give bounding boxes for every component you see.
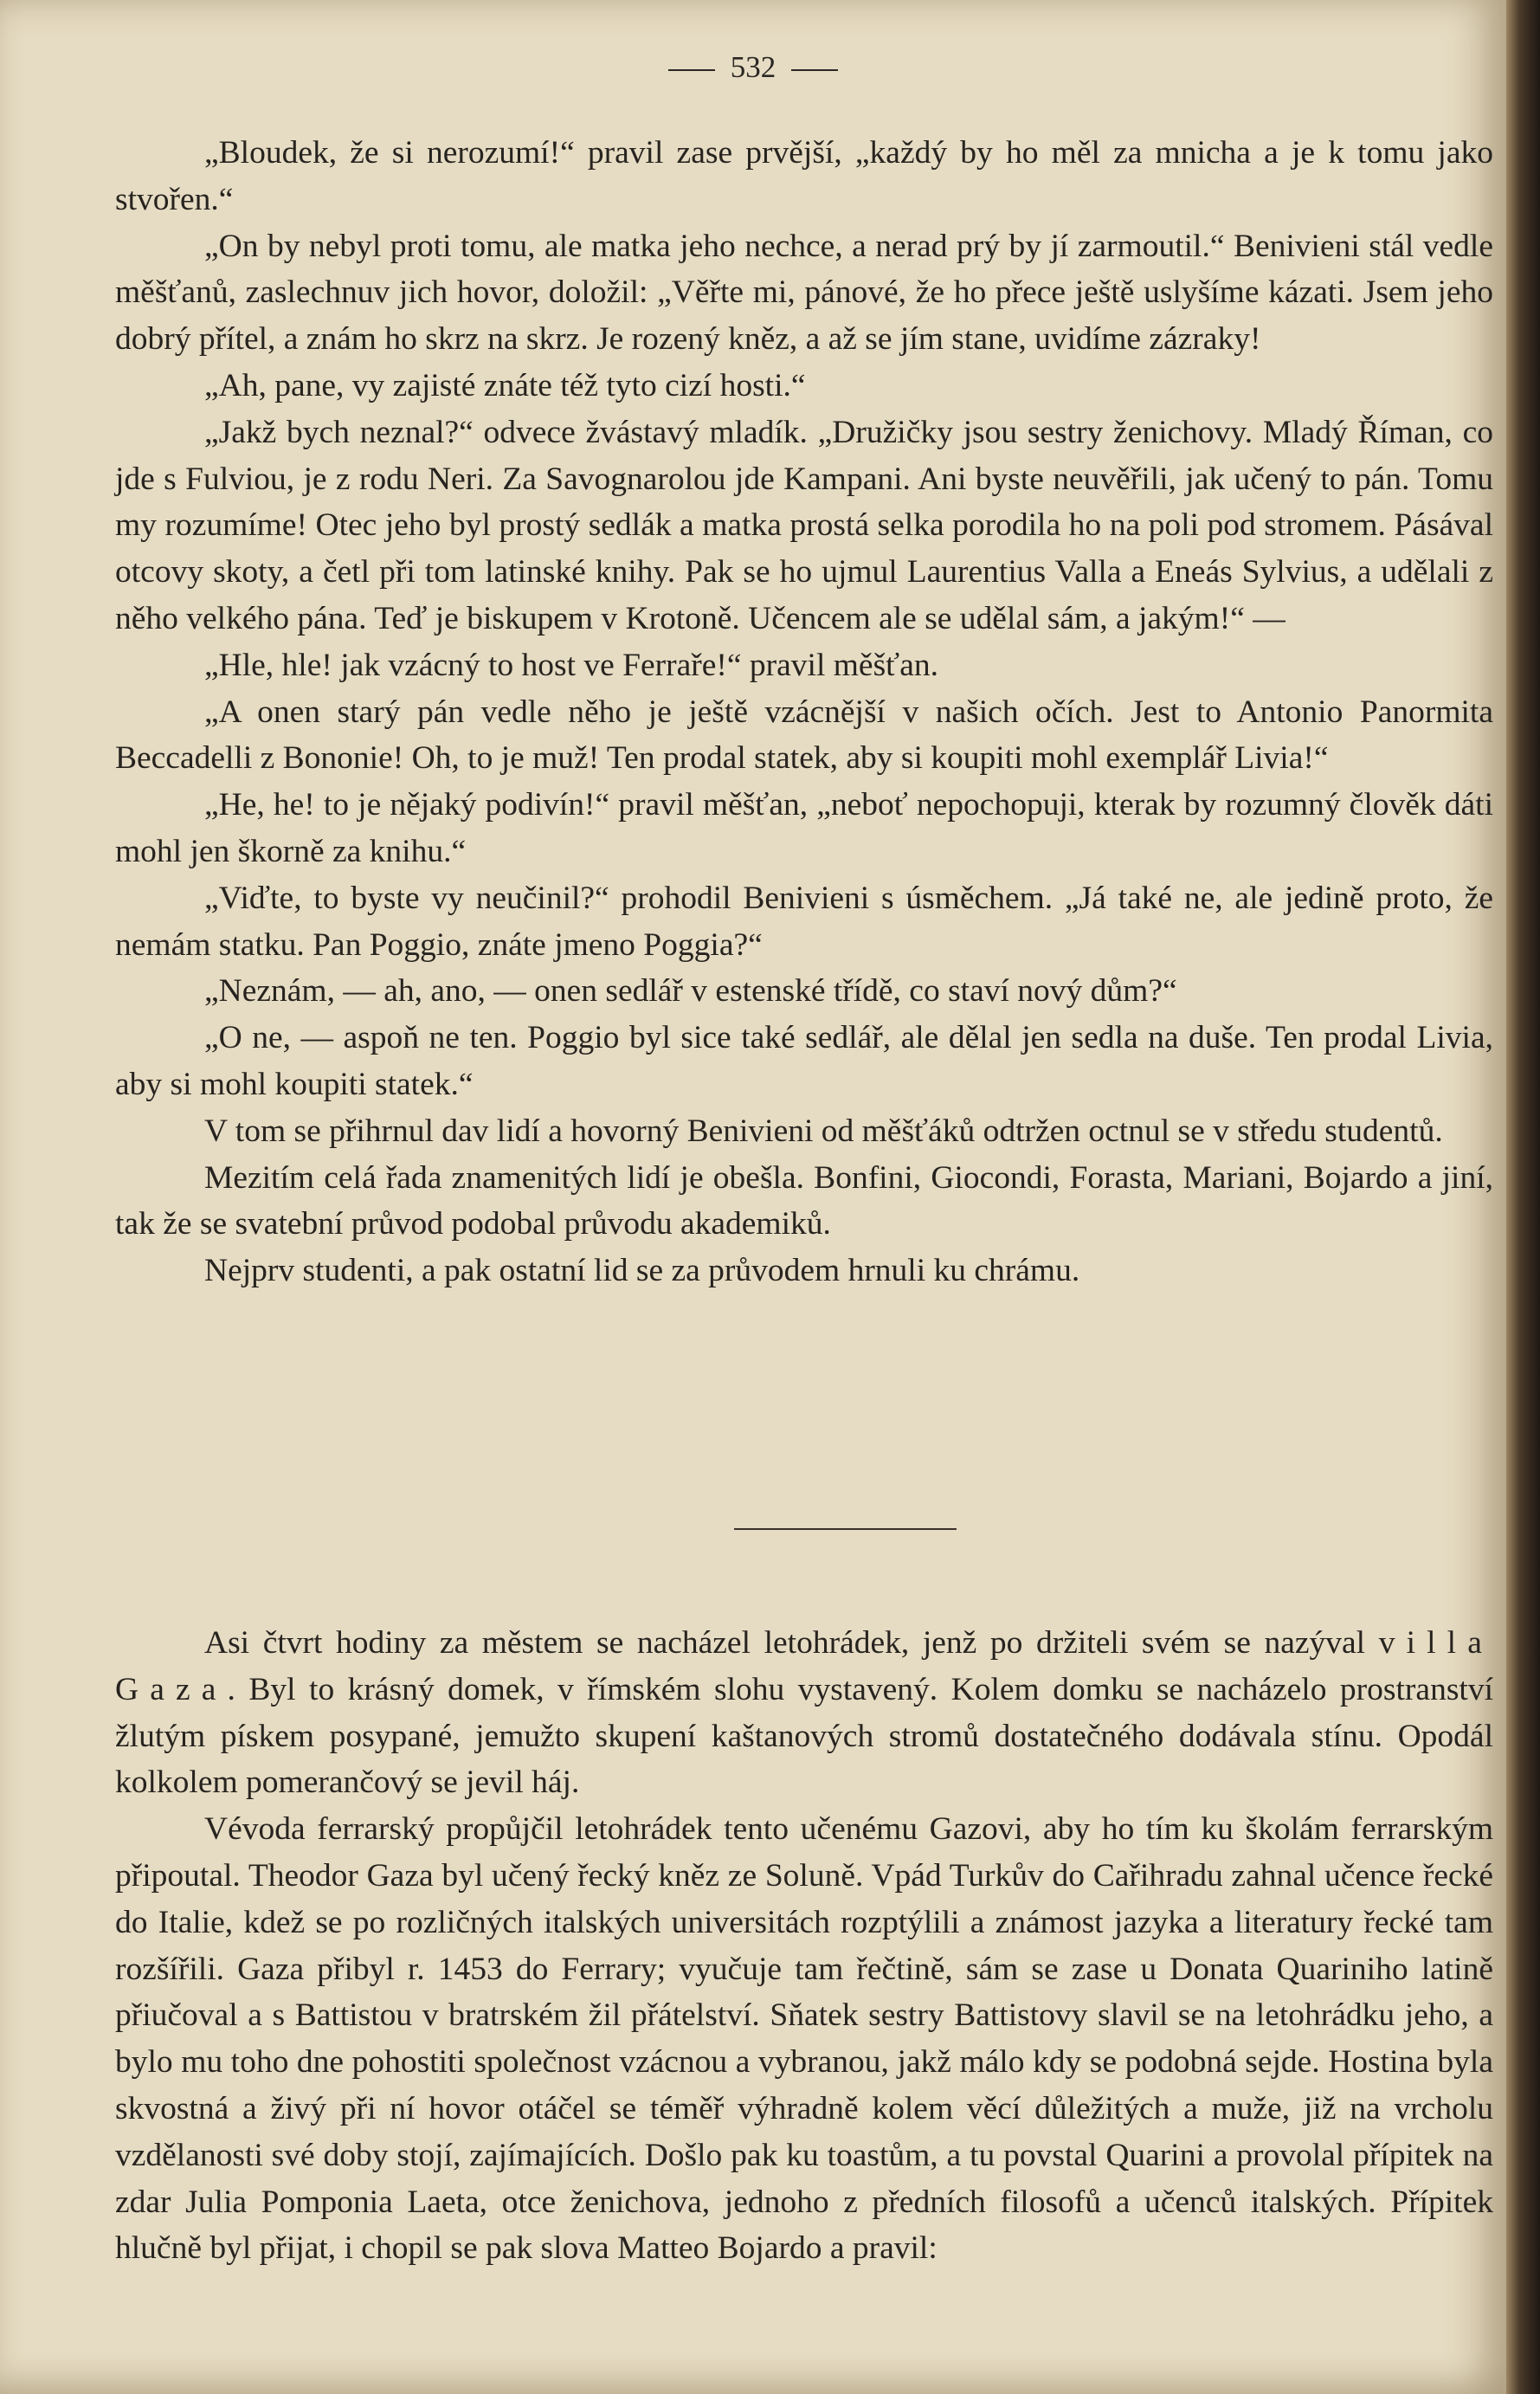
paragraph: „He, he! to je nějaký podivín!“ pravil měšťan, „neboť nepochopuji, kterak by rozumný člověk dáti mohl jen škorně za knihu.“ <box>115 787 1493 869</box>
paragraph: „Bloudek, že si nerozumí!“ pravil zase prvější, „každý by ho měl za mnicha a je k tomu jako stvořen.“ <box>115 135 1493 217</box>
header-dash-left <box>668 69 715 71</box>
paragraph: Mezitím celá řada znamenitých lidí je obešla. Bonfini, Giocondi, Forasta, Mariani, Bojardo a jiní, tak že se svatební průvod podobal průvodu akademiků. <box>115 1159 1493 1242</box>
page-number: 532 <box>730 50 776 84</box>
text-run: Asi čtvrt hodiny za městem se nacházel letohrádek, jenž po držiteli svém se nazýval <box>204 1625 1379 1661</box>
page-header <box>0 50 1506 85</box>
paragraph: „Ah, pane, vy zajisté znáte též tyto cizí hosti.“ <box>204 367 806 403</box>
paragraph: „A onen starý pán vedle něho je ještě vzácnější v našich očích. Jest to Antonio Panormita Beccadelli z Bononie! Oh, to je muž! Ten prodal statek, aby si koupiti mohl exemplář Livia!“ <box>115 694 1493 777</box>
paragraph <box>115 1620 1493 1806</box>
text-block-dialogue <box>115 130 1493 1294</box>
paragraph: „O ne, — aspoň ne ten. Poggio byl sice také sedlář, ale dělal jen sedla na duše. Ten prodal Livia, aby si mohl koupiti statek.“ <box>115 1020 1493 1102</box>
section-divider <box>734 1528 957 1530</box>
text-run: . Byl to krásný domek, v římském slohu vystavený. Kolem domku se nacházelo prostranství žlutým pískem posypané, jemužto skupení kaštanových stromů dostatečného dodávala stínu. Opodál kolkolem pomerančový se jevil háj. <box>115 1671 1493 1801</box>
text-block-villa <box>115 1620 1493 2272</box>
paragraph: „Jakž bych neznal?“ odvece žvástavý mladík. „Družičky jsou sestry ženichovy. Mladý Říman, co jde s Fulviou, je z rodu Neri. Za Savognarolou jde Kampani. Ani byste neuvěřili, jak učený to pán. Tomu my rozumíme! Otec jeho byl prostý sedlák a matka prostá selka porodila ho na poli pod stromem. Pásával otcovy skoty, a četl při tom latinské knihy. Pak se ho ujmul Laurentius Valla a Eneás Sylvius, a udělali z něho velkého pána. Teď je biskupem v Krotoně. Učencem ale se udělal sám, a jakým!“ — <box>115 414 1493 636</box>
paragraph: V tom se přihrnul dav lidí a hovorný Benivieni od měšťáků odtržen octnul se v středu studentů. <box>204 1113 1443 1149</box>
paragraph: „On by nebyl proti tomu, ale matka jeho nechce, a nerad prý by jí zarmoutil.“ Benivieni stál vedle měšťanů, zaslechnuv jich hovor, doložil: „Věřte mi, pánové, že ho přece ještě uslyšíme kázati. Jsem jeho dobrý přítel, a znám ho skrz na skrz. Je rozený kněz, a až se jím stane, uvidíme zázraky! <box>115 228 1493 358</box>
paragraph: Nejprv studenti, a pak ostatní lid se za průvodem hrnuli ku chrámu. <box>204 1253 1080 1289</box>
paragraph: „Neznám, — ah, ano, — onen sedlář v estenské třídě, co staví nový dům?“ <box>204 973 1177 1010</box>
villa-name-spaced: villa Gaza <box>115 1625 1493 1707</box>
paragraph: „Viďte, to byste vy neučinil?“ prohodil Benivieni s úsměchem. „Já také ne, ale jedině proto, že nemám statku. Pan Poggio, znáte jmeno Poggia?“ <box>115 880 1493 963</box>
book-spine-edge <box>1506 0 1540 2394</box>
paragraph: „Hle, hle! jak vzácný to host ve Ferraře!“ pravil měšťan. <box>204 647 938 683</box>
paragraph: Vévoda ferrarský propůjčil letohrádek tento učenému Gazovi, aby ho tím ku školám ferrarským připoutal. Theodor Gaza byl učený řecký kněz ze Soluně. Vpád Turkův do Cařihradu zahnal učence řecké do Italie, kdež se po rozličných italských universitách rozptýlili a známost jazyka a literatury řecké tam rozšířili. Gaza přibyl r. 1453 do Ferrary; vyučuje tam řečtině, sám se zase u Donata Quariniho latině přiučoval a s Battistou v bratrském žil přátelství. Sňatek sestry Battistovy slavil se na letohrádku jeho, a bylo mu toho dne pohostiti společnost vzácnou a vybranou, jakž málo kdy se podobná sejde. Hostina byla skvostná a živý při ní hovor otáčel se téměř výhradně kolem věcí důležitých a muže, již na vrcholu vzdělanosti své doby stojí, zajímajících. Došlo pak ku toastům, a tu povstal Quarini a provolal přípitek na zdar Julia Pomponia Laeta, otce ženichova, jednoho z předních filosofů a učenců italských. Přípitek hlučně byl přijat, i chopil se pak slova Matteo Bojardo a pravil: <box>115 1811 1493 2267</box>
header-dash-right <box>791 69 838 71</box>
